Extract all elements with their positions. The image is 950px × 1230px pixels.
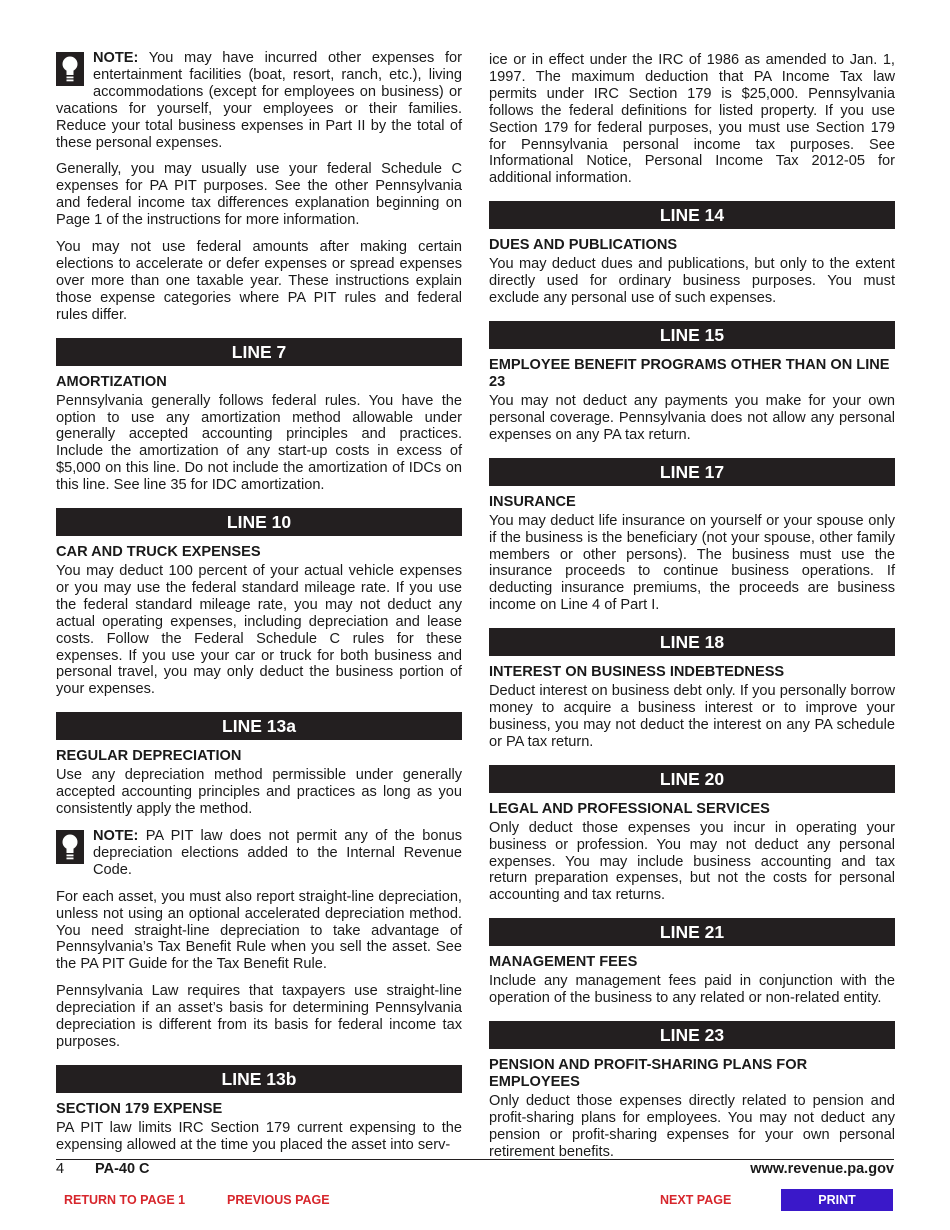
- line-13a-straight-line: For each asset, you must also report straight-line depreciation, unless not using an optional accelerated depreciation method. You need straight-line depreciation to take advantage of Pennsylvania’s Tax Benefit Rule when you sell the asset. See the PA PIT Guide for the Tax Benefit Rule.: [56, 888, 462, 973]
- line-13b-text: PA PIT law limits IRC Section 179 current expensing to the expensing allowed at the time you placed the asset into serv-: [56, 1119, 462, 1153]
- line-17-heading: INSURANCE: [489, 493, 576, 510]
- paragraph-schedule-c: Generally, you may usually use your federal Schedule C expenses for PA PIT purposes. See the other Pennsylvania and federal income tax differences explanation beginning on Page 1 of the instructions for more information.: [56, 161, 462, 229]
- line-17-banner: LINE 17: [489, 458, 895, 486]
- line-20-banner: LINE 20: [489, 765, 895, 793]
- line-23-text: Only deduct those expenses directly related to pension and profit-sharing plans for employees. You may not deduct any pension or profit-sharing expenses for your own personal retirement benefits.: [489, 1093, 895, 1160]
- line-13a-banner: LINE 13a: [56, 712, 462, 740]
- form-name: PA-40 C: [95, 1161, 150, 1177]
- section-179-continued: ice or in effect under the IRC of 1986 as amended to Jan. 1, 1997. The maximum deduction that PA Income Tax law permits under IRC Section 179 is $25,000. Pennsylvania follows the federal definitions for listed property. If you use Section 179 for federal purposes, you must use Section 179 for Pennsylvania personal income tax purposes. See Informational Notice, Personal Income Tax 2012-05 for additional information.: [489, 52, 895, 187]
- next-page-link[interactable]: NEXT PAGE: [660, 1193, 732, 1207]
- line-14-text: You may deduct dues and publications, but only to the extent directly used for ordinary business purposes. You must exclude any personal use of such expenses.: [489, 256, 895, 307]
- line-13b-banner: LINE 13b: [56, 1065, 462, 1093]
- note-text: PA PIT law does not permit any of the bonus depreciation elections added to the Internal Revenue Code.: [93, 828, 462, 878]
- note-label: NOTE:: [93, 828, 139, 844]
- left-column: [56, 50, 462, 1164]
- line-13a-text: Use any depreciation method permissible under generally accepted accounting principles and practices as long as you consistently apply the method.: [56, 767, 462, 818]
- line-18-text: Deduct interest on business debt only. If you personally borrow money to acquire a business interest or to improve your business, you may not deduct the interest on any PA schedule or PA tax return.: [489, 683, 895, 750]
- line-21-heading: MANAGEMENT FEES: [489, 954, 638, 971]
- line-17-text: You may deduct life insurance on yourself or your spouse only if the business is the beneficiary (not your spouse, other family members or other persons). The business must use the insurance proceeds to continue business operations. If deducting insurance premiums, the proceeds are business income on Line 4 of Part I.: [489, 512, 895, 614]
- line-14-banner: LINE 14: [489, 201, 895, 229]
- line-23-heading: PENSION AND PROFIT-SHARING PLANS FOR EMPLOYEES: [489, 1057, 808, 1091]
- previous-page-link[interactable]: PREVIOUS PAGE: [227, 1193, 330, 1207]
- line-20-heading: LEGAL AND PROFESSIONAL SERVICES: [489, 800, 770, 817]
- line-7-banner: LINE 7: [56, 338, 462, 366]
- line-13b-heading: SECTION 179 EXPENSE: [56, 1100, 223, 1117]
- note-bonus-depreciation: [56, 828, 462, 879]
- print-button[interactable]: PRINT: [781, 1189, 893, 1211]
- website-link[interactable]: www.revenue.pa.gov: [750, 1161, 894, 1177]
- line-21-banner: LINE 21: [489, 918, 895, 946]
- right-column: [489, 52, 895, 1171]
- note-label: NOTE:: [93, 50, 139, 66]
- line-15-banner: LINE 15: [489, 321, 895, 349]
- note-personal-expenses: [56, 50, 462, 151]
- line-10-banner: LINE 10: [56, 508, 462, 536]
- line-21-text: Include any management fees paid in conjunction with the operation of the business to any related or non-related entity.: [489, 973, 895, 1007]
- footer-divider: [56, 1159, 894, 1160]
- lightbulb-icon: [56, 830, 84, 864]
- note-text: You may have incurred other expenses for entertainment facilities (boat, resort, ranch, etc.), living accommodations (except for employees on business) or vacations for yourself, your employees or their families. Reduce your total business expenses in Part II by the total of these personal expenses.: [56, 50, 462, 151]
- line-10-text: You may deduct 100 percent of your actual vehicle expenses or you may use the federal standard mileage rate. If you use the federal standard mileage rate, you may not deduct any actual operating expenses, including depreciation and lease costs. Follow the Federal Schedule C rules for these expenses. If you use your car or truck for both business and personal travel, you may only deduct the business portion of your expenses.: [56, 563, 462, 698]
- line-10-heading: CAR AND TRUCK EXPENSES: [56, 544, 261, 561]
- line-15-heading: EMPLOYEE BENEFIT PROGRAMS OTHER THAN ON LINE 23: [489, 356, 890, 390]
- line-14-heading: DUES AND PUBLICATIONS: [489, 237, 678, 254]
- return-to-page-1-link[interactable]: RETURN TO PAGE 1: [64, 1193, 186, 1207]
- line-18-banner: LINE 18: [489, 628, 895, 656]
- lightbulb-icon: [56, 52, 84, 86]
- line-13a-heading: REGULAR DEPRECIATION: [56, 748, 242, 765]
- line-20-text: Only deduct those expenses you incur in operating your business or profession. You may not deduct any personal expenses. You may include business accounting and tax return preparation expenses, but not the costs for personal accounting and tax returns.: [489, 819, 895, 904]
- paragraph-federal-amounts: You may not use federal amounts after making certain elections to accelerate or defer expenses or spread expenses over more than one taxable year. These instructions explain those expense categories where PA PIT rules and federal rules differ.: [56, 239, 462, 323]
- page-number: 4: [56, 1161, 65, 1177]
- line-13a-pennsylvania-law: Pennsylvania Law requires that taxpayers use straight-line depreciation if an asset’s basis for determining Pennsylvania depreciation is different from its basis for federal income tax purposes.: [56, 983, 462, 1050]
- line-7-heading: AMORTIZATION: [56, 373, 167, 390]
- line-15-text: You may not deduct any payments you make for your own personal coverage. Pennsylvania does not allow any personal expenses on any PA tax return.: [489, 392, 895, 443]
- line-7-text: Pennsylvania generally follows federal rules. You have the option to use any amortization method allowable under generally accepted accounting principles and practices. Include the amortization of any start-up costs in excess of $5,000 on this line. Do not include the amortization of IDCs on this line. See line 35 for IDC amortization.: [56, 392, 462, 494]
- line-23-banner: LINE 23: [489, 1021, 895, 1049]
- line-18-heading: INTEREST ON BUSINESS INDEBTEDNESS: [489, 664, 785, 681]
